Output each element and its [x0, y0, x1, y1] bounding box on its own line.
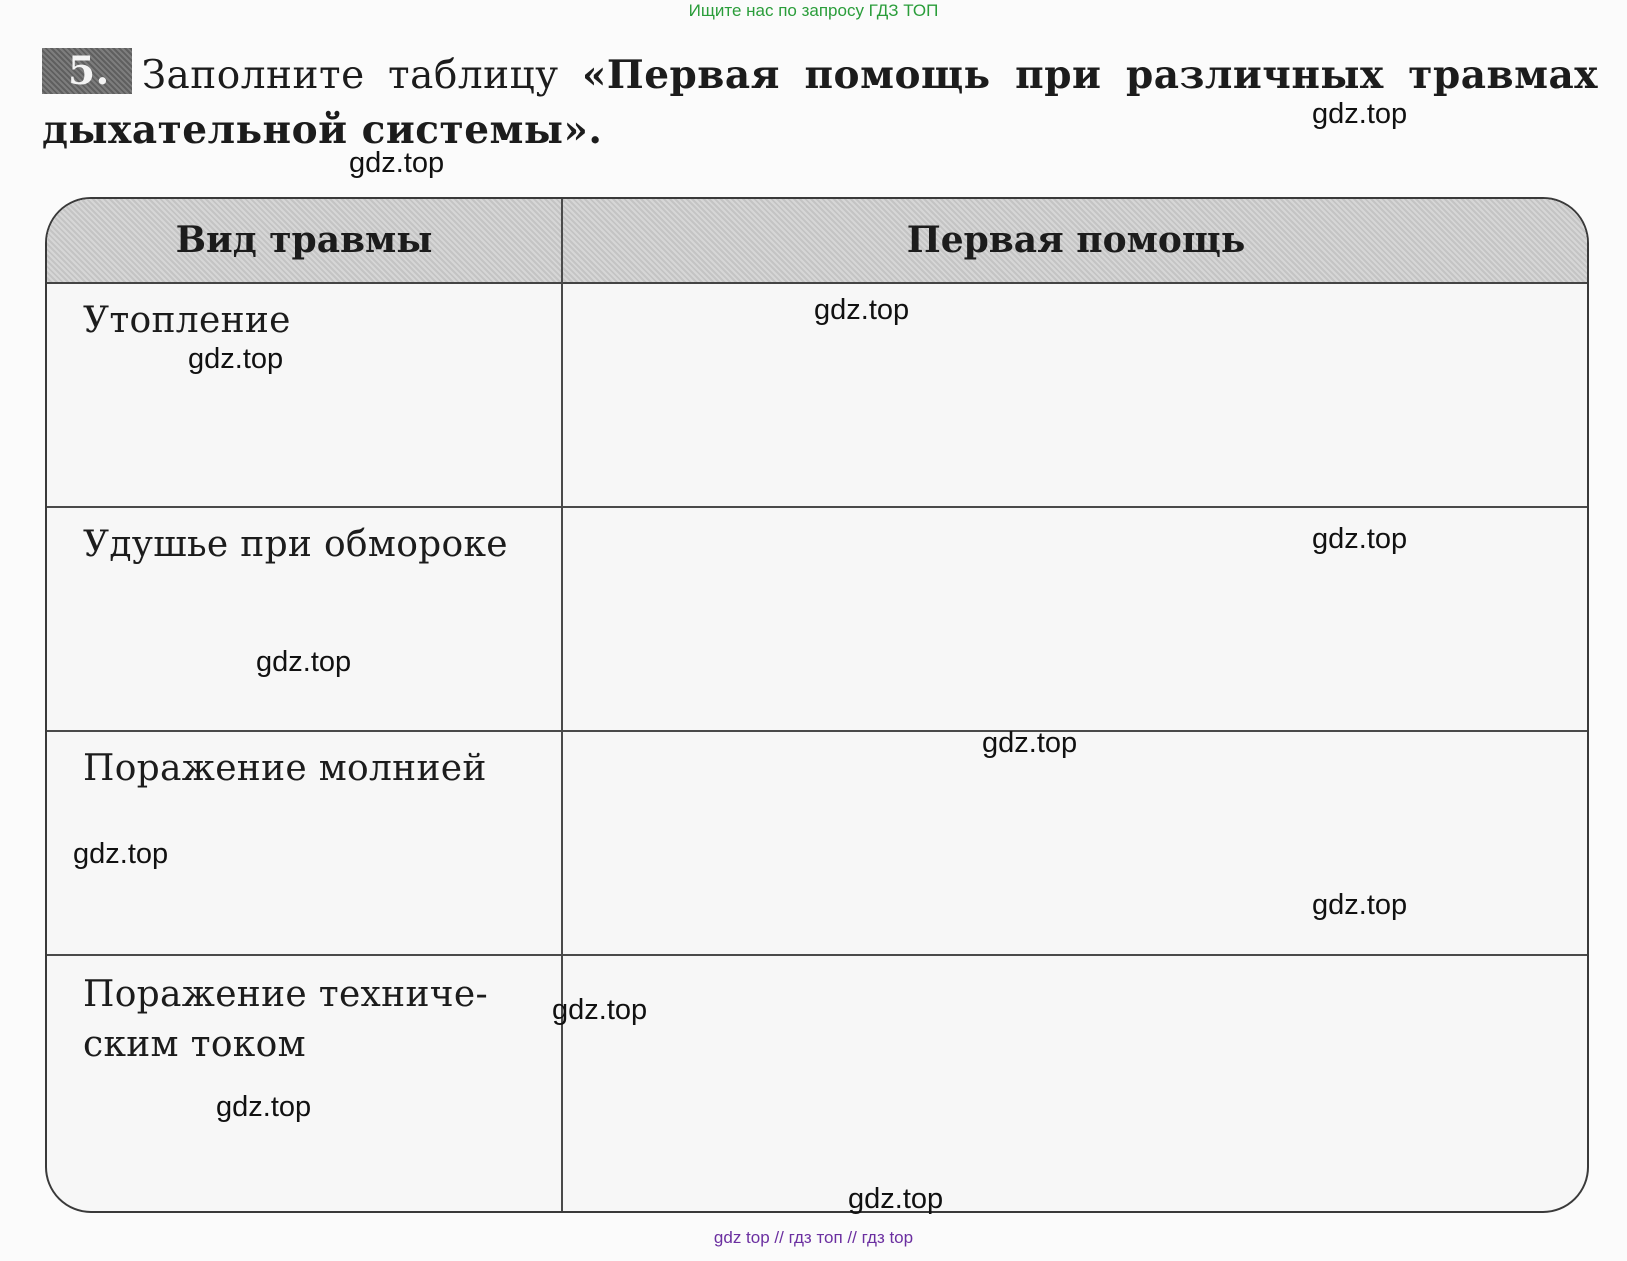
watermark: gdz.top: [1312, 889, 1408, 921]
header-first-aid: Первая помощь: [906, 219, 1246, 261]
watermark: gdz.top: [814, 294, 910, 326]
top-banner[interactable]: Ищите нас по запросу ГДЗ ТОП: [688, 1, 939, 20]
first-aid-cell[interactable]: [563, 508, 1589, 730]
watermark: gdz.top: [982, 727, 1078, 759]
watermark: gdz.top: [349, 147, 445, 179]
watermark: gdz.top: [188, 343, 284, 375]
table-row: [47, 956, 1587, 1213]
first-aid-cell[interactable]: [563, 732, 1589, 954]
injury-fainting-suffocation: Удушье при обмороке: [83, 524, 508, 565]
task-intro: Заполните таблицу: [141, 53, 582, 98]
watermark: gdz.top: [73, 838, 169, 870]
injury-lightning: Поражение молнией: [83, 748, 487, 789]
watermark: gdz.top: [256, 646, 352, 678]
table-header-row: [47, 199, 1587, 284]
first-aid-cell[interactable]: [563, 956, 1589, 1213]
injury-electric-current: Поражение техниче- ским током: [83, 974, 488, 1065]
bottom-banner[interactable]: gdz top // гдз топ // гдз top: [713, 1228, 914, 1247]
first-aid-cell[interactable]: [563, 284, 1589, 506]
watermark: gdz.top: [1312, 98, 1408, 130]
watermark: gdz.top: [552, 994, 648, 1026]
watermark: gdz.top: [848, 1183, 944, 1215]
watermark: gdz.top: [1312, 523, 1408, 555]
task-number-badge: 5.: [42, 48, 132, 94]
header-injury-type: Вид травмы: [175, 219, 433, 261]
task-title: «Первая помощь при различных травмах дыхательной системы».: [42, 52, 1598, 153]
injury-drowning: Утопление: [83, 300, 291, 341]
watermark: gdz.top: [216, 1091, 312, 1123]
